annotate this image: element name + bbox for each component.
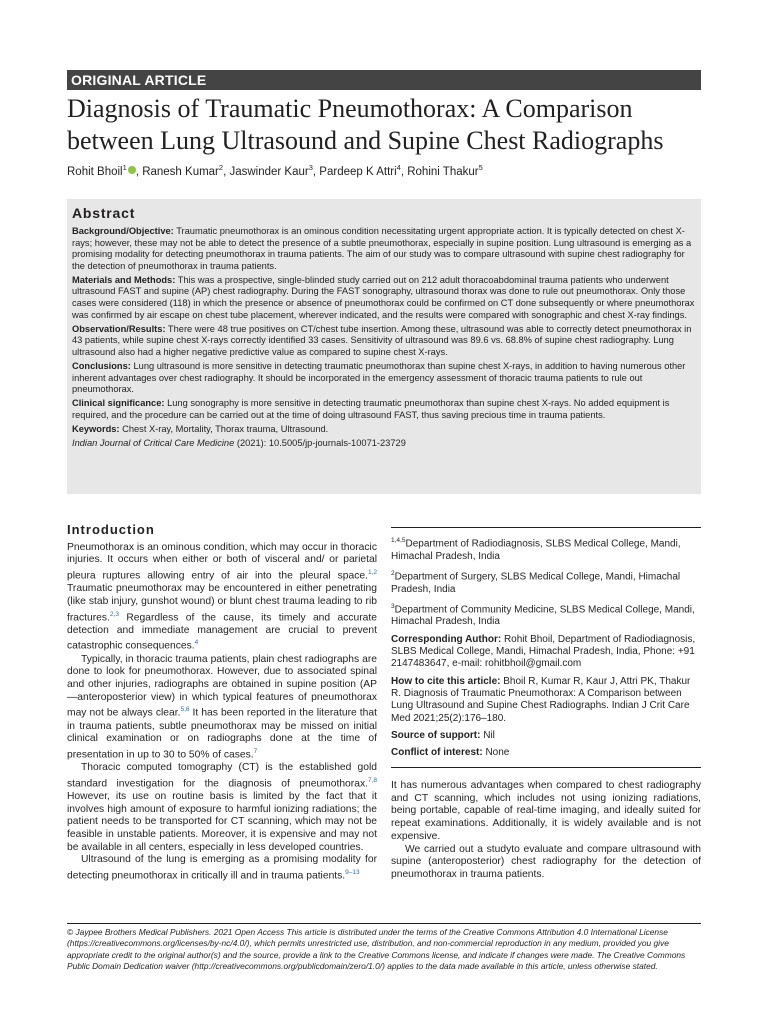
citation-ref[interactable]: 1,2 xyxy=(367,569,377,577)
affiliation-3 xyxy=(391,601,701,629)
author-affiliation-sup: 1 xyxy=(122,163,127,172)
abstract-results-text: There were 48 true positives on CT/chest tube insertion. Among these, ultrasound was able to correctly detect pneumothorax in 43 patients, while supine chest X-rays correctly identified 33 cases. Sensitivity of ultrasound was 89.6 vs. 68.8% of supine chest radiography. Lung ultrasound also had a higher negative predictive value as compared to supine chest X-rays. xyxy=(72,323,692,357)
affiliation-2 xyxy=(391,568,701,596)
citation-ref[interactable]: 5,6 xyxy=(180,706,190,714)
abstract-conclusions-text: Lung ultrasound is more sensitive in detecting traumatic pneumothorax than supine chest X-rays, in addition to having numerous other inherent advantages over chest radiography. It should be incorporated in the emergency assessment of thoracic trauma patients to rule out pneumothorax. xyxy=(72,361,686,395)
author-name[interactable]: Jaswinder Kaur xyxy=(229,165,309,178)
corresponding-author-text[interactable]: Rohit Bhoil, Department of Radiodiagnosis, SLBS Medical College, Mandi, Himachal Pradesh, India, Phone: +91 2147483647, e-mail: rohitbhoil@gmail.com xyxy=(391,633,696,670)
affiliation-text: Department of Radiodiagnosis, SLBS Medical College, Mandi, Himachal Pradesh, India xyxy=(391,538,681,562)
article-type-label: ORIGINAL ARTICLE xyxy=(71,72,207,88)
abstract-background-label: Background/Objective: xyxy=(72,226,174,236)
how-to-cite-label: How to cite this article: xyxy=(391,675,501,687)
introduction-heading: Introduction xyxy=(67,522,155,537)
corresponding-author xyxy=(391,634,701,671)
affiliations-box xyxy=(391,527,701,768)
title-line-1: Diagnosis of Traumatic Pneumothorax: A Comparison xyxy=(67,94,633,123)
author-name[interactable]: Rohit Bhoil xyxy=(67,165,123,178)
author-affiliation-sup: 4 xyxy=(396,163,401,172)
citation-ref[interactable]: 9–13 xyxy=(345,869,360,877)
corresponding-author-label: Corresponding Author: xyxy=(391,633,502,645)
conflict-of-interest-label: Conflict of interest: xyxy=(391,747,483,759)
abstract-methods xyxy=(72,275,697,321)
how-to-cite xyxy=(391,676,701,725)
intro-paragraph-3 xyxy=(67,762,377,854)
source-of-support-label: Source of support: xyxy=(391,729,481,741)
title-line-2: between Lung Ultrasound and Supine Chest Radiographs xyxy=(67,126,664,155)
author-name[interactable]: Pardeep K Attri xyxy=(319,165,397,178)
citation-ref[interactable]: 7,8 xyxy=(367,776,377,784)
source-of-support-value: Nil xyxy=(480,729,495,741)
abstract-keywords-label: Keywords: xyxy=(72,424,120,434)
intro-paragraph-1 xyxy=(67,542,377,654)
abstract-background xyxy=(72,226,697,272)
journal-name: Indian Journal of Critical Care Medicine xyxy=(72,438,235,449)
abstract-results xyxy=(72,324,697,359)
abstract-heading: Abstract xyxy=(72,205,136,221)
abstract-significance-label: Clinical significance: xyxy=(72,398,165,409)
affiliation-sup: 1,4,5 xyxy=(391,537,406,544)
conflict-of-interest xyxy=(391,747,701,759)
affiliation-text: Department of Surgery, SLBS Medical College, Mandi, Himachal Pradesh, India xyxy=(391,571,681,595)
abstract-conclusions-label: Conclusions: xyxy=(72,361,131,372)
intro-text: Traumatic pneumothorax may be encountered in either penetrating (like stab injury, gunshot wound) or blunt chest trauma leading to rib fractures. xyxy=(67,583,377,624)
intro-text: It has been reported in the literature that in trauma patients, subtle pneumothorax may be missed on initial clinical examination or on radiographs done at the time of presentation in up to 30 to 50% of cases. xyxy=(67,707,377,761)
abstract-background-text: Traumatic pneumothorax is an ominous condition necessitating urgent appropriate action. It is typically detected on chest X-rays; however, these may not be able to detect the presence of a subtle pneumothorax, especially in supine position. Lung ultrasound is emerging as a promising modality for detecting pneumothorax in trauma patients. The aim of our study was to compare ultrasound with supine chest radiography for the detection of pneumothorax in trauma patients. xyxy=(72,226,692,271)
abstract-keywords xyxy=(72,424,697,436)
abstract-conclusions xyxy=(72,361,697,396)
citation-ref[interactable]: 4 xyxy=(194,639,199,647)
affiliation-sup: 2 xyxy=(391,569,395,577)
abstract-body xyxy=(72,226,697,452)
right-column-text xyxy=(391,780,701,882)
author-name[interactable]: Rohini Thakur xyxy=(407,165,479,178)
intro-paragraph-2 xyxy=(67,654,377,762)
introduction-column xyxy=(67,524,377,883)
affiliation-1 xyxy=(391,535,701,563)
abstract-methods-label: Materials and Methods: xyxy=(72,274,176,285)
affiliation-text: Department of Community Medicine, SLBS Medical College, Mandi, Himachal Pradesh, India xyxy=(391,604,695,628)
abstract-methods-text: This was a prospective, single-blinded study carried out on 212 adult thoracoabdominal trauma patients who underwent ultrasound FAST and supine (AP) chest radiography. During the FAST sonography, ultrasound thorax was done to rule out pneumothorax. Only those cases were considered (118) in which the presence or absence of pneumothorax could be confirmed on CT done subsequently or where pneumothorax was confirmed by air escape on chest tube placement, wherever indicated, and the results were compared with sonographic and chest X-ray findings. xyxy=(72,274,695,320)
article-title xyxy=(67,93,707,157)
abstract-section xyxy=(67,199,701,494)
citation-ref[interactable]: 2,3 xyxy=(109,610,119,618)
intro-text: Thoracic computed tomography (CT) is the established gold standard investigation for the diagnosis of pneumothorax. xyxy=(67,762,377,790)
how-to-cite-text: Bhoil R, Kumar R, Kaur J, Attri PK, Thakur R. Diagnosis of Traumatic Pneumothorax: A Comparison between Lung Ultrasound and Supine Chest Radiographs. Indian J Crit Care Med 2021;25(2):176–180. xyxy=(391,675,691,724)
author-affiliation-sup: 5 xyxy=(478,163,483,172)
license-footer: © Jaypee Brothers Medical Publishers. 2021 Open Access This article is distributed under the terms of the Creative Commons Attribution 4.0 International License (https://creativecommons.org/licenses/by-nc/4.0/), which permits unrestricted use, distribution, and non-commercial reproduction in any medium, provided you give appropriate credit to the original author(s) and the source, provide a link to the Creative Commons license, and indicate if changes were made. The Creative Commons Public Domain Dedication waiver (http://creativecommons.org/publicdomain/zero/1.0/) applies to the data made available in this article, unless otherwise stated. xyxy=(67,923,701,973)
conflict-of-interest-value: None xyxy=(482,747,510,759)
right-paragraph-1: It has numerous advantages when compared to chest radiography and CT scanning, which includes not using ionizing radiations, being portable, capable of real-time imaging, and ideally suited for repeat examinations. Additionally, it is widely available and is not expensive. xyxy=(391,780,701,842)
right-paragraph-2: We carried out a studyto evaluate and compare ultrasound with supine (anteroposterior) chest radiography for the detection of pneumothorax in trauma patients. xyxy=(391,843,701,880)
article-type-band xyxy=(67,70,701,90)
author-name[interactable]: Ranesh Kumar xyxy=(142,165,219,178)
abstract-significance-text: Lung sonography is more sensitive in detecting traumatic pneumothorax than supine chest X-rays. No added equipment is required, and the procedure can be carried out at the time of doing ultrasound FAST, thus saving precious time in trauma patients. xyxy=(72,398,670,420)
intro-text: However, its use on routine basis is limited by the fact that it involves high amount of exposure to harmful ionizing radiations; the patient needs to be transported for CT scanning, which may not be feasible in unstable patients. Moreover, it is expensive and may not be available in all centers, especially in less developed countries. xyxy=(67,790,377,853)
abstract-results-label: Observation/Results: xyxy=(72,323,166,334)
intro-text: Regardless of the cause, its timely and accurate detection and immediate management are crucial to prevent catastrophic consequences. xyxy=(67,612,377,652)
intro-paragraph-4 xyxy=(67,854,377,883)
author-affiliation-sup: 2 xyxy=(218,163,224,172)
intro-text: Pneumothorax is an ominous condition, which may occur in thoracic injuries. It occurs when either or both of visceral and/ or parietal pleura ruptures allowing entry of air into the pleural space. xyxy=(67,541,377,582)
abstract-keywords-text: Chest X-ray, Mortality, Thorax trauma, Ultrasound. xyxy=(119,424,329,434)
abstract-citation xyxy=(72,438,697,450)
intro-text: Typically, in thoracic trauma patients, plain chest radiographs are done to look for pneumothorax. However, due to associated spinal and other injuries, radiographs are obtained in supine position (AP—anteroposterior view) in which typical features of pneumothorax may not be always clear. xyxy=(67,653,377,719)
affiliation-sup: 3 xyxy=(391,602,395,610)
doi-text[interactable]: (2021): 10.5005/jp-journals-10071-23729 xyxy=(234,438,406,449)
citation-ref[interactable]: 7 xyxy=(253,747,258,755)
author-list: Rohit Bhoil$^1$ , Ranesh Kumar$^2$, Jaswinder Kaur$^3$, Pardeep K Attri$^4$, Rohini Thakur$^5$ xyxy=(67,163,483,178)
orcid-icon[interactable] xyxy=(128,166,136,174)
source-of-support xyxy=(391,730,701,742)
author-affiliation-sup: 3 xyxy=(308,163,313,172)
abstract-significance xyxy=(72,398,697,421)
intro-text: Ultrasound of the lung is emerging as a promising modality for detecting pneumothorax in critically ill and in trauma patients. xyxy=(67,854,377,882)
